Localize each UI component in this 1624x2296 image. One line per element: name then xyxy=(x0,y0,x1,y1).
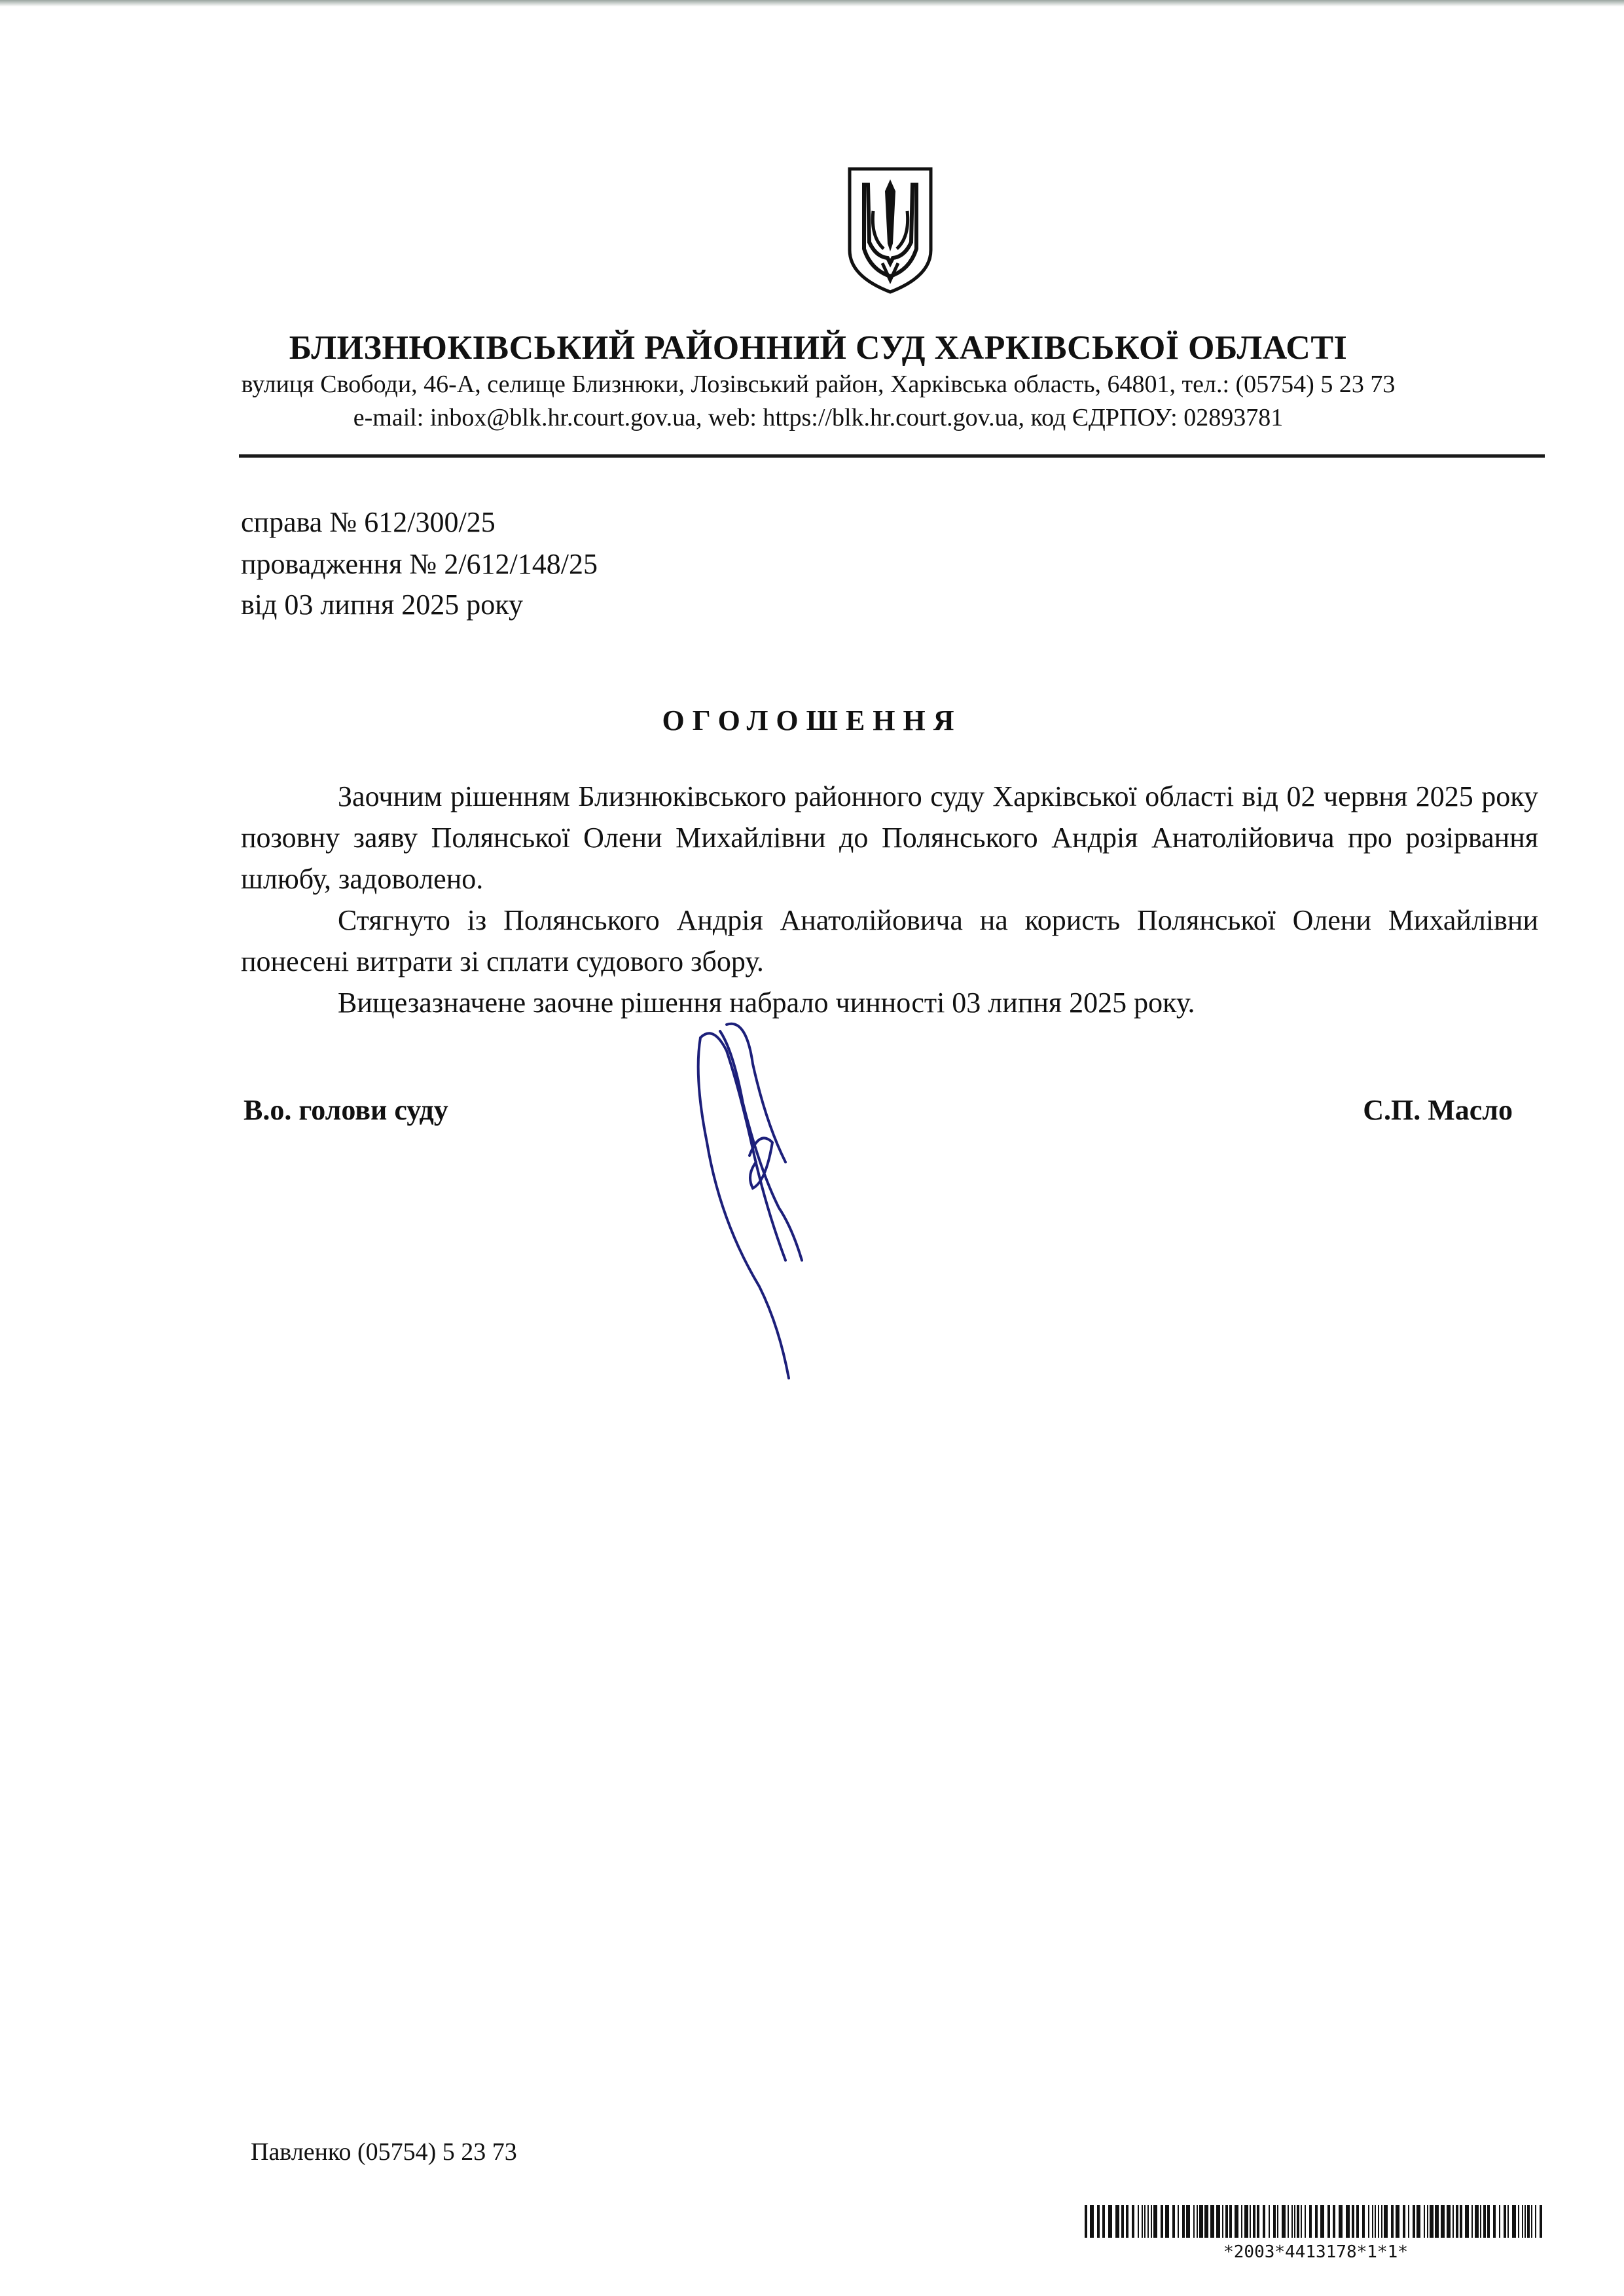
barcode-bar xyxy=(1301,2205,1302,2238)
barcode-bar xyxy=(1430,2205,1434,2238)
barcode-bar xyxy=(1182,2205,1185,2238)
barcode-bar xyxy=(1210,2205,1214,2238)
barcode-bar xyxy=(1471,2205,1473,2238)
executor-contact: Павленко (05754) 5 23 73 xyxy=(251,2138,517,2166)
signatory-role: В.о. голови суду xyxy=(244,1094,448,1126)
barcode-text: *2003*4413178*1*1* xyxy=(1223,2242,1408,2262)
barcode-bar xyxy=(1333,2205,1335,2238)
barcode-bar xyxy=(1372,2205,1373,2238)
header-divider xyxy=(239,454,1545,458)
barcode-bar xyxy=(1229,2205,1232,2238)
barcode-bar xyxy=(1142,2205,1143,2238)
barcode-bar xyxy=(1269,2205,1270,2238)
barcode-bar xyxy=(1235,2205,1238,2238)
barcode-bar xyxy=(1384,2205,1388,2238)
barcode-bar xyxy=(1108,2205,1112,2238)
barcode-bar xyxy=(1504,2205,1506,2238)
notice-body xyxy=(241,776,1538,1023)
barcode-bar xyxy=(1327,2205,1330,2238)
barcode-bar xyxy=(1172,2205,1175,2238)
barcode-bar xyxy=(1085,2205,1087,2238)
barcode-bar xyxy=(1424,2205,1425,2238)
barcode-bar xyxy=(1339,2205,1343,2238)
barcode-bar xyxy=(1527,2205,1530,2238)
notice-paragraph: Заочним рішенням Близнюківського районного суду Харківської області від 02 червня 2025 року позовну заяву Полянської Олени Михайлівни до Полянського Андрія Анатолійовича про розірвання шлюбу, задоволено. xyxy=(241,780,1538,895)
barcode-bar xyxy=(1413,2205,1415,2238)
barcode-bar xyxy=(1456,2205,1458,2238)
barcode-bar xyxy=(1531,2205,1532,2238)
court-name: БЛИЗНЮКІВСЬКИЙ РАЙОННИЙ СУД ХАРКІВСЬКОЇ ОБЛАСТІ xyxy=(289,329,1348,367)
barcode-bar xyxy=(1186,2205,1190,2238)
barcode-bar xyxy=(1273,2205,1276,2238)
barcode-bar xyxy=(1132,2205,1134,2238)
barcode-bar xyxy=(1102,2205,1105,2238)
barcode-bar xyxy=(1475,2205,1479,2238)
barcode-bar xyxy=(1147,2205,1149,2238)
barcode-bar xyxy=(1483,2205,1486,2238)
scan-edge xyxy=(0,0,1624,7)
barcode-bar xyxy=(1216,2205,1220,2238)
barcode-bar xyxy=(1197,2205,1198,2238)
barcode-bar xyxy=(1097,2205,1100,2238)
signatory-name: С.П. Масло xyxy=(1363,1094,1513,1126)
barcode-bar xyxy=(1507,2205,1509,2238)
barcode-bar xyxy=(1297,2205,1299,2238)
barcode-bar xyxy=(1257,2205,1259,2238)
barcode-bar xyxy=(1291,2205,1293,2238)
barcode-bar xyxy=(1375,2205,1376,2238)
barcode-bar xyxy=(1161,2205,1163,2238)
tryzub-coat-of-arms-icon xyxy=(844,165,936,296)
barcode-bar xyxy=(1305,2205,1306,2238)
barcode-bar xyxy=(1178,2205,1179,2238)
barcode-bar xyxy=(1244,2205,1248,2238)
barcode-bar xyxy=(1391,2205,1394,2238)
barcode-bar xyxy=(1518,2205,1519,2238)
document-date: від 03 липня 2025 року xyxy=(241,589,523,621)
barcode-bar xyxy=(1356,2205,1359,2238)
barcode-bar xyxy=(1193,2205,1195,2238)
barcode-bar xyxy=(1165,2205,1169,2238)
barcode-bar xyxy=(1282,2205,1286,2238)
barcode-bar xyxy=(1427,2205,1428,2238)
barcode-bar xyxy=(1294,2205,1295,2238)
court-address: вулиця Свободи, 46-А, селище Близнюки, Лозівський район, Харківська область, 64801, тел.: (05754) 5 23 73 xyxy=(241,371,1396,398)
barcode-bar xyxy=(1435,2205,1439,2238)
barcode-bar xyxy=(1368,2205,1369,2238)
case-number: справа № 612/300/25 xyxy=(241,506,496,538)
barcode-bar xyxy=(1309,2205,1312,2238)
barcode-bar xyxy=(1288,2205,1289,2238)
barcode-bar xyxy=(1253,2205,1255,2238)
barcode-bar xyxy=(1153,2205,1157,2238)
barcode-bar xyxy=(1126,2205,1128,2238)
barcode-bar xyxy=(1144,2205,1146,2238)
barcode-bar xyxy=(1121,2205,1124,2238)
barcode-bar xyxy=(1315,2205,1318,2238)
barcode-bar xyxy=(1090,2205,1094,2238)
barcode xyxy=(1083,2205,1548,2238)
barcode-bar xyxy=(1352,2205,1354,2238)
barcode-bar xyxy=(1512,2205,1516,2238)
barcode-bar xyxy=(1499,2205,1500,2238)
barcode-bar xyxy=(1151,2205,1152,2238)
barcode-bar xyxy=(1138,2205,1139,2238)
barcode-bar xyxy=(1115,2205,1119,2238)
barcode-bar xyxy=(1277,2205,1278,2238)
barcode-bar xyxy=(1396,2205,1399,2238)
barcode-bar xyxy=(1241,2205,1242,2238)
barcode-bar xyxy=(1460,2205,1462,2238)
handwritten-signature xyxy=(681,1011,838,1391)
barcode-bar xyxy=(1362,2205,1365,2238)
notice-paragraph: Стягнуто із Полянського Андрія Анатолійовича на користь Полянської Олени Михайлівни понесені витрати зі сплати судового збору. xyxy=(241,904,1538,977)
proceeding-number: провадження № 2/612/148/25 xyxy=(241,548,598,580)
notice-title: ОГОЛОШЕННЯ xyxy=(662,704,962,737)
barcode-bar xyxy=(1263,2205,1265,2238)
barcode-bar xyxy=(1250,2205,1251,2238)
barcode-bar xyxy=(1535,2205,1536,2238)
barcode-bar xyxy=(1465,2205,1469,2238)
barcode-bar xyxy=(1441,2205,1445,2238)
barcode-bar xyxy=(1408,2205,1409,2238)
barcode-bar xyxy=(1199,2205,1203,2238)
barcode-bar xyxy=(1493,2205,1496,2238)
barcode-bar xyxy=(1525,2205,1526,2238)
notice-paragraph: Вищезазначене заочне рішення набрало чинності 03 липня 2025 року. xyxy=(338,987,1195,1019)
barcode-bar xyxy=(1480,2205,1481,2238)
barcode-bar xyxy=(1222,2205,1223,2238)
barcode-bar xyxy=(1225,2205,1228,2238)
barcode-bar xyxy=(1540,2205,1542,2238)
barcode-bar xyxy=(1320,2205,1324,2238)
barcode-bar xyxy=(1346,2205,1350,2238)
barcode-bar xyxy=(1447,2205,1451,2238)
barcode-bar xyxy=(1453,2205,1454,2238)
barcode-bar xyxy=(1204,2205,1208,2238)
barcode-bar xyxy=(1403,2205,1405,2238)
barcode-bar xyxy=(1378,2205,1379,2238)
barcode-bar xyxy=(1381,2205,1382,2238)
barcode-bar xyxy=(1522,2205,1523,2238)
barcode-bar xyxy=(1487,2205,1490,2238)
barcode-bar xyxy=(1416,2205,1420,2238)
court-contacts: e-mail: inbox@blk.hr.court.gov.ua, web: https://blk.hr.court.gov.ua, код ЄДРПОУ: 02893781 xyxy=(353,404,1284,431)
